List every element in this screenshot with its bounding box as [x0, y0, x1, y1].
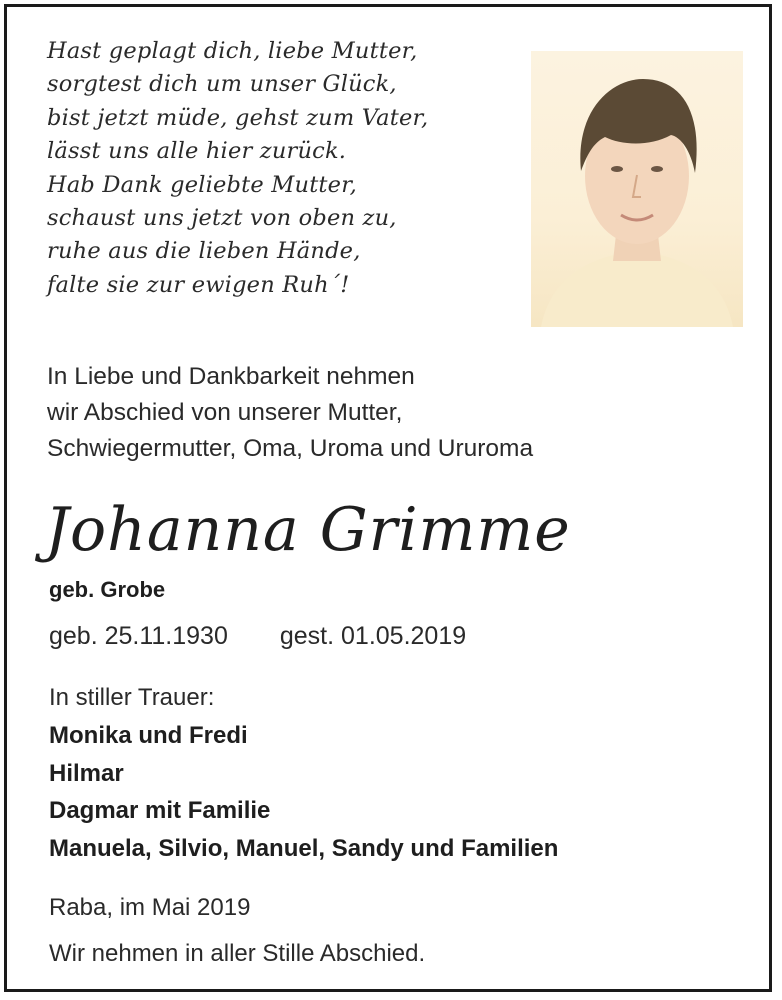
poem-line: Hab Dank geliebte Mutter, [47, 171, 358, 198]
mourner-entry: Manuela, Silvio, Manuel, Sandy und Familien [49, 834, 559, 862]
poem-line: sorgtest dich um unser Glück, [47, 71, 397, 98]
mourning-heading: In stiller Trauer: [49, 684, 215, 711]
portrait-sweater [541, 251, 733, 327]
intro-text [47, 359, 533, 468]
portrait-eye-left [611, 166, 623, 172]
poem-line: lässt uns alle hier zurück. [47, 138, 347, 165]
deceased-name: Johanna Grimme [45, 495, 571, 565]
intro-line: In Liebe und Dankbarkeit nehmen [47, 363, 415, 390]
closing-line: Wir nehmen in aller Stille Abschied. [49, 940, 426, 967]
place-and-date: Raba, im Mai 2019 [49, 894, 251, 921]
mourner-entry: Monika und Fredi [49, 722, 248, 749]
intro-line: Schwiegermutter, Oma, Uroma und Ururoma [47, 435, 534, 463]
obituary-notice [4, 4, 772, 992]
mourner-entry: Dagmar mit Familie [49, 797, 271, 824]
poem-line: schaust uns jetzt von oben zu, [47, 205, 397, 232]
life-dates [49, 619, 466, 653]
poem-line: ruhe aus die lieben Hände, [47, 238, 361, 265]
portrait-illustration [531, 51, 743, 327]
intro-line: wir Abschied von unserer Mutter, [47, 399, 403, 427]
mourners-list [49, 717, 558, 867]
portrait-eye-right [651, 166, 663, 172]
poem-line: falte sie zur ewigen Ruh´! [47, 271, 350, 298]
poem-line: Hast geplagt dich, liebe Mutter, [47, 38, 418, 64]
mourner-entry: Hilmar [49, 759, 124, 787]
death-date: gest. 01.05.2019 [279, 622, 467, 650]
maiden-name: geb. Grobe [49, 577, 166, 602]
poem [47, 35, 428, 302]
portrait-photo [531, 51, 743, 327]
birth-date: geb. 25.11.1930 [49, 622, 228, 650]
poem-line: bist jetzt müde, gehst zum Vater, [47, 104, 429, 131]
